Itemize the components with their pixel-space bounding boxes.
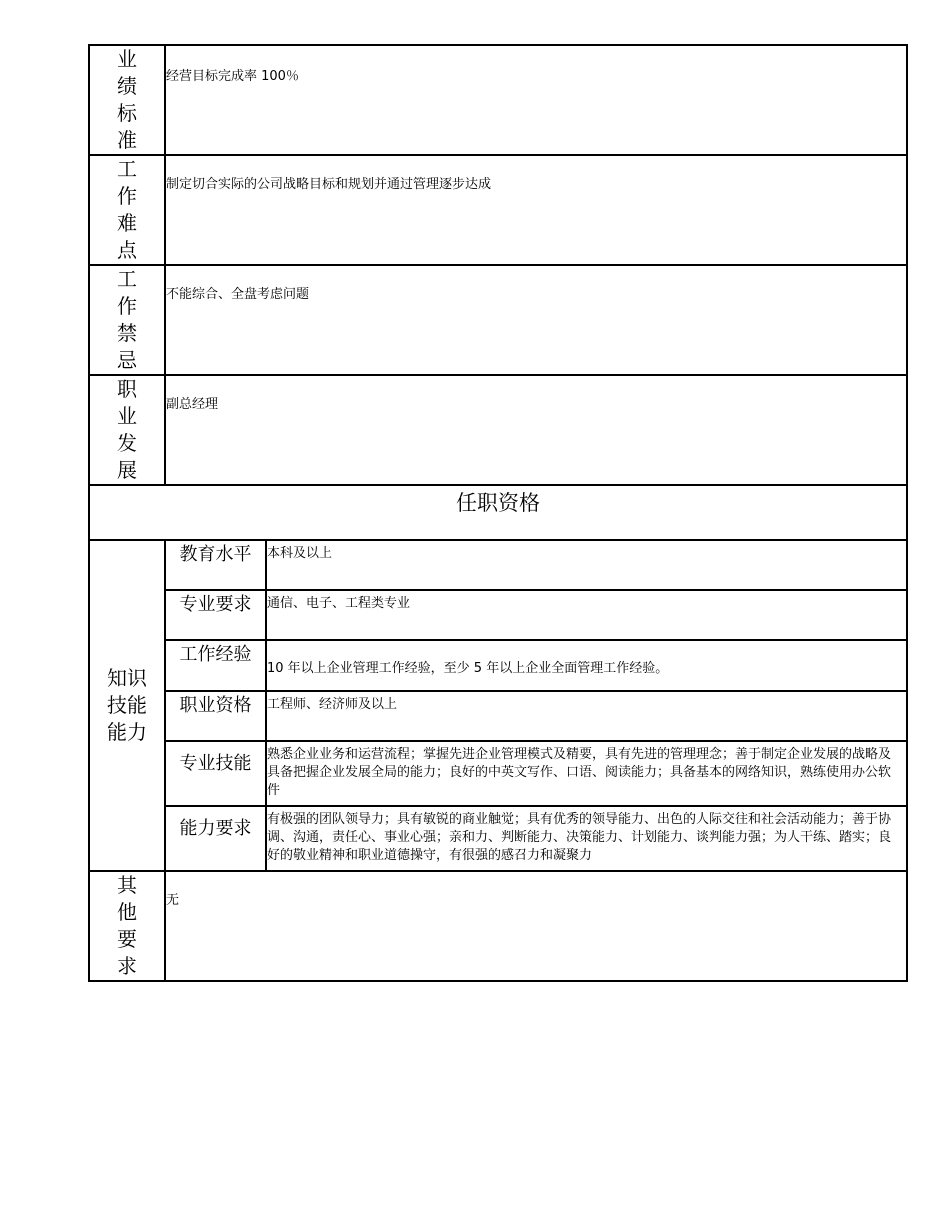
qual-row-certification (89, 691, 907, 741)
career-label: 职业发展 (89, 375, 165, 485)
performance-label: 业绩标准 (89, 45, 165, 155)
other-row (89, 871, 907, 981)
performance-row (89, 45, 907, 155)
qual-label-skills: 专业技能 (165, 741, 266, 806)
career-row (89, 375, 907, 485)
difficulty-value: 制定切合实际的公司战略目标和规划并通过管理逐步达成 (165, 155, 907, 265)
qual-label-certification: 职业资格 (165, 691, 266, 741)
performance-value: 经营目标完成率 100％ (165, 45, 907, 155)
difficulty-row (89, 155, 907, 265)
qual-value-certification: 工程师、经济师及以上 (266, 691, 907, 741)
qual-value-education: 本科及以上 (266, 540, 907, 590)
qualification-title: 任职资格 (89, 485, 907, 540)
qual-label-education: 教育水平 (165, 540, 266, 590)
qualification-title-row (89, 485, 907, 540)
job-table (88, 44, 908, 982)
qual-row-ability (89, 806, 907, 871)
qual-row-major (89, 590, 907, 640)
qual-value-skills: 熟悉企业业务和运营流程；掌握先进企业管理模式及精要，具有先进的管理理念；善于制定企业发展的战略及具备把握企业发展全局的能力；良好的中英文写作、口语、阅读能力；具备基本的网络知识，熟练使用办公软件 (266, 741, 907, 806)
taboo-row (89, 265, 907, 375)
other-label: 其他要求 (89, 871, 165, 981)
taboo-value: 不能综合、全盘考虑问题 (165, 265, 907, 375)
qual-label-ability: 能力要求 (165, 806, 266, 871)
knowledge-skill-label: 知识技能能力 (89, 540, 165, 871)
qual-row-skills (89, 741, 907, 806)
taboo-label: 工作禁忌 (89, 265, 165, 375)
career-value: 副总经理 (165, 375, 907, 485)
qual-row-experience (89, 640, 907, 691)
difficulty-label: 工作难点 (89, 155, 165, 265)
qual-value-major: 通信、电子、工程类专业 (266, 590, 907, 640)
job-description-sheet (88, 44, 906, 982)
qual-value-experience: 10 年以上企业管理工作经验，至少 5 年以上企业全面管理工作经验。 (266, 640, 907, 691)
qual-row-education (89, 540, 907, 590)
qual-value-ability: 有极强的团队领导力；具有敏锐的商业触觉；具有优秀的领导能力、出色的人际交往和社会活动能力；善于协调、沟通，责任心、事业心强；亲和力、判断能力、决策能力、计划能力、谈判能力强；为人干练、踏实；良好的敬业精神和职业道德操守，有很强的感召力和凝聚力 (266, 806, 907, 871)
qual-label-major: 专业要求 (165, 590, 266, 640)
qual-label-experience: 工作经验 (165, 640, 266, 691)
other-value: 无 (165, 871, 907, 981)
